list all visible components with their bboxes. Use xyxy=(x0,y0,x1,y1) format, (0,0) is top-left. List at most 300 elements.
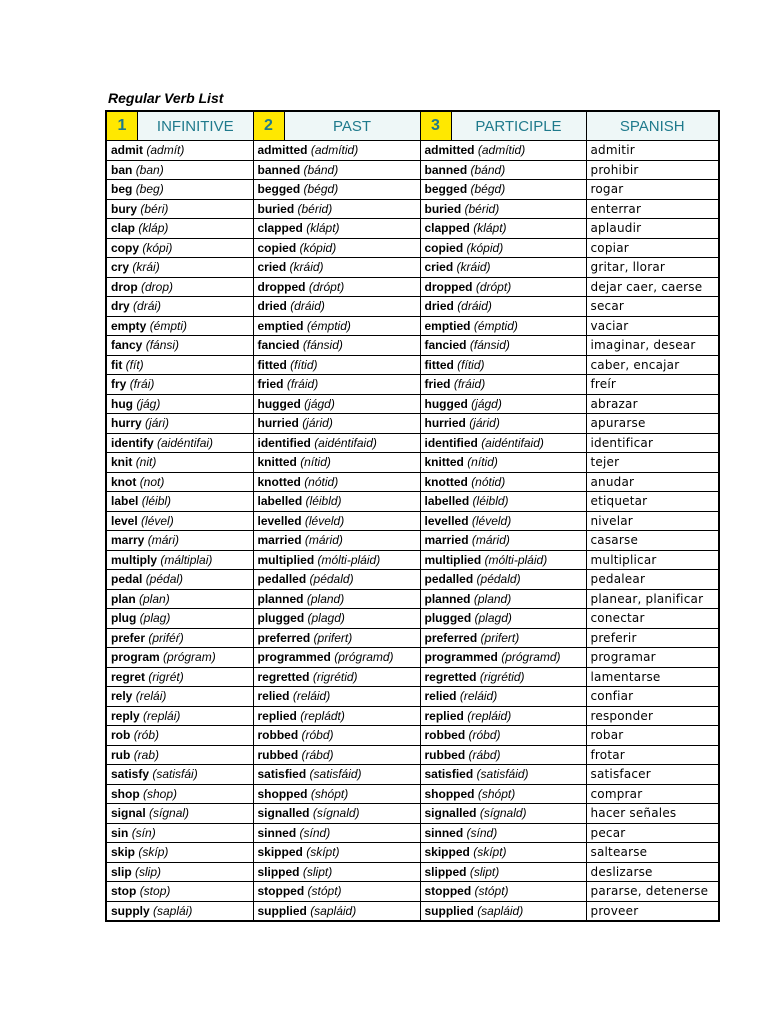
pronunciation: (krái) xyxy=(132,260,160,275)
table-row xyxy=(106,375,719,395)
pronunciation: (sígnald) xyxy=(312,806,360,821)
verb-word: copy xyxy=(111,240,140,255)
pronunciation: (fítid) xyxy=(457,357,485,372)
participle-cell xyxy=(420,492,586,512)
verb-word: married xyxy=(424,533,469,548)
pronunciation: (dráid) xyxy=(457,299,492,314)
verb-word: banned xyxy=(424,162,468,177)
infinitive-cell xyxy=(106,765,253,785)
verb-word: fitted xyxy=(257,357,287,372)
spanish-cell: anudar xyxy=(586,472,719,492)
verb-word: shopped xyxy=(257,786,308,801)
pronunciation: (admít) xyxy=(146,143,185,158)
pronunciation: (émptid) xyxy=(473,318,518,333)
table-row xyxy=(106,882,719,902)
participle-cell xyxy=(420,589,586,609)
pronunciation: (nit) xyxy=(135,455,157,470)
infinitive-cell xyxy=(106,531,253,551)
pronunciation: (kópid) xyxy=(466,240,504,255)
verb-word: fried xyxy=(424,377,451,392)
verb-word: pedal xyxy=(111,572,143,587)
participle-cell xyxy=(420,355,586,375)
participle-cell xyxy=(420,804,586,824)
participle-cell xyxy=(420,765,586,785)
pronunciation: (sígnal) xyxy=(149,806,190,821)
verb-word: drop xyxy=(111,279,138,294)
spanish-cell: comprar xyxy=(586,784,719,804)
table-row xyxy=(106,531,719,551)
pronunciation: (drái) xyxy=(133,299,162,314)
infinitive-cell xyxy=(106,453,253,473)
table-row xyxy=(106,570,719,590)
table-row xyxy=(106,687,719,707)
verb-word: rubbed xyxy=(257,747,299,762)
verb-word: regretted xyxy=(257,669,310,684)
participle-cell xyxy=(420,901,586,921)
verb-word: preferred xyxy=(424,630,478,645)
participle-cell xyxy=(420,882,586,902)
verb-word: shopped xyxy=(424,786,475,801)
past-cell xyxy=(253,823,420,843)
infinitive-cell xyxy=(106,648,253,668)
verb-word: admit xyxy=(111,143,144,158)
header-infinitive xyxy=(106,111,253,141)
pronunciation: (shop) xyxy=(143,786,178,801)
pronunciation: (nótid) xyxy=(304,474,339,489)
pronunciation: (bánd) xyxy=(303,162,339,177)
verb-word: dry xyxy=(111,299,130,314)
infinitive-cell xyxy=(106,414,253,434)
column-label-participle: PARTICIPLE xyxy=(475,117,562,135)
past-cell xyxy=(253,550,420,570)
verb-word: bury xyxy=(111,201,138,216)
table-row xyxy=(106,706,719,726)
table-row xyxy=(106,355,719,375)
pronunciation: (máltiplai) xyxy=(160,552,213,567)
column-number-3: 3 xyxy=(421,112,452,140)
past-cell xyxy=(253,765,420,785)
verb-word: supplied xyxy=(257,903,307,918)
pronunciation: (replái) xyxy=(143,708,181,723)
pronunciation: (rigrétid) xyxy=(479,669,525,684)
participle-cell xyxy=(420,180,586,200)
participle-cell xyxy=(420,745,586,765)
table-row xyxy=(106,550,719,570)
verb-word: supplied xyxy=(424,903,474,918)
participle-cell xyxy=(420,706,586,726)
column-number-1: 1 xyxy=(107,112,138,140)
header-spanish xyxy=(586,111,719,141)
participle-cell xyxy=(420,414,586,434)
table-row xyxy=(106,453,719,473)
verb-word: hurried xyxy=(257,416,299,431)
participle-cell xyxy=(420,297,586,317)
table-row xyxy=(106,901,719,921)
spanish-cell: identificar xyxy=(586,433,719,453)
pronunciation: (róbd) xyxy=(301,728,334,743)
spanish-cell: planear, planificar xyxy=(586,589,719,609)
verb-word: beg xyxy=(111,182,133,197)
pronunciation: (mólti-pláid) xyxy=(484,552,548,567)
verb-word: replied xyxy=(424,708,464,723)
spanish-cell: pararse, detenerse xyxy=(586,882,719,902)
verb-word: fry xyxy=(111,377,127,392)
verb-word: slip xyxy=(111,864,132,879)
participle-cell xyxy=(420,277,586,297)
verb-word: cried xyxy=(424,260,454,275)
verb-word: signalled xyxy=(257,806,310,821)
verb-word: rubbed xyxy=(424,747,466,762)
verb-word: pedalled xyxy=(424,572,474,587)
pronunciation: (prifert) xyxy=(313,630,353,645)
verb-word: fancied xyxy=(257,338,300,353)
pronunciation: (fánsid) xyxy=(302,338,343,353)
pronunciation: (jári) xyxy=(145,416,170,431)
pronunciation: (pédald) xyxy=(476,572,521,587)
infinitive-cell xyxy=(106,141,253,161)
past-cell xyxy=(253,297,420,317)
spanish-cell: hacer señales xyxy=(586,804,719,824)
past-cell xyxy=(253,375,420,395)
past-cell xyxy=(253,862,420,882)
infinitive-cell xyxy=(106,375,253,395)
column-label-past: PAST xyxy=(332,117,372,135)
table-row xyxy=(106,238,719,258)
verb-word: shop xyxy=(111,786,140,801)
pronunciation: (stópt) xyxy=(474,884,509,899)
pronunciation: (léibld) xyxy=(305,494,342,509)
pronunciation: (fráid) xyxy=(453,377,486,392)
header-row xyxy=(106,111,719,141)
infinitive-cell xyxy=(106,258,253,278)
pronunciation: (reláid) xyxy=(292,689,331,704)
pronunciation: (léveld) xyxy=(304,513,345,528)
past-cell xyxy=(253,492,420,512)
infinitive-cell xyxy=(106,316,253,336)
verb-word: robbed xyxy=(424,728,466,743)
pronunciation: (dráid) xyxy=(290,299,325,314)
pronunciation: (sígnald) xyxy=(479,806,527,821)
past-cell xyxy=(253,472,420,492)
infinitive-cell xyxy=(106,394,253,414)
table-row xyxy=(106,589,719,609)
verb-word: knit xyxy=(111,455,133,470)
infinitive-cell xyxy=(106,784,253,804)
past-cell xyxy=(253,609,420,629)
pronunciation: (slipt) xyxy=(469,864,500,879)
pronunciation: (slipt) xyxy=(302,864,333,879)
pronunciation: (aidéntifaid) xyxy=(481,435,544,450)
verb-word: knotted xyxy=(424,474,468,489)
pronunciation: (satisfáid) xyxy=(476,767,529,782)
pronunciation: (rigrétid) xyxy=(312,669,358,684)
pronunciation: (nítid) xyxy=(467,455,498,470)
pronunciation: (repládt) xyxy=(300,708,345,723)
participle-cell xyxy=(420,160,586,180)
verb-word: robbed xyxy=(257,728,299,743)
pronunciation: (admítid) xyxy=(310,143,359,158)
verb-word: regret xyxy=(111,669,146,684)
pronunciation: (pland) xyxy=(473,591,512,606)
spanish-cell: aplaudir xyxy=(586,219,719,239)
pronunciation: (émptid) xyxy=(306,318,351,333)
table-row xyxy=(106,433,719,453)
pronunciation: (drop) xyxy=(141,279,174,294)
verb-word: plugged xyxy=(257,611,305,626)
spanish-cell: satisfacer xyxy=(586,765,719,785)
infinitive-cell xyxy=(106,706,253,726)
verb-word: fried xyxy=(257,377,284,392)
table-row xyxy=(106,609,719,629)
table-row xyxy=(106,316,719,336)
participle-cell xyxy=(420,472,586,492)
verb-word: dried xyxy=(424,299,454,314)
spanish-cell: preferir xyxy=(586,628,719,648)
participle-cell xyxy=(420,784,586,804)
participle-cell xyxy=(420,394,586,414)
verb-word: level xyxy=(111,513,138,528)
verb-word: reply xyxy=(111,708,140,723)
verb-word: begged xyxy=(424,182,468,197)
pronunciation: (priféŕ) xyxy=(148,630,184,645)
verb-word: fancied xyxy=(424,338,467,353)
infinitive-cell xyxy=(106,589,253,609)
participle-cell xyxy=(420,648,586,668)
verb-word: knotted xyxy=(257,474,301,489)
infinitive-cell xyxy=(106,277,253,297)
spanish-cell: deslizarse xyxy=(586,862,719,882)
verb-word: stopped xyxy=(424,884,472,899)
pronunciation: (rábd) xyxy=(468,747,501,762)
pronunciation: (kráid) xyxy=(289,260,324,275)
pronunciation: (léveld) xyxy=(471,513,512,528)
table-row xyxy=(106,843,719,863)
infinitive-cell xyxy=(106,823,253,843)
verb-word: programmed xyxy=(257,650,331,665)
pronunciation: (pédald) xyxy=(309,572,354,587)
infinitive-cell xyxy=(106,355,253,375)
pronunciation: (sínd) xyxy=(466,825,498,840)
past-cell xyxy=(253,531,420,551)
pronunciation: (rigrét) xyxy=(148,669,184,684)
spanish-cell: abrazar xyxy=(586,394,719,414)
pronunciation: (léibl) xyxy=(141,494,172,509)
infinitive-cell xyxy=(106,472,253,492)
verb-table xyxy=(105,110,720,922)
pronunciation: (stópt) xyxy=(307,884,342,899)
pronunciation: (skípt) xyxy=(473,845,507,860)
spanish-cell: nivelar xyxy=(586,511,719,531)
past-cell xyxy=(253,277,420,297)
infinitive-cell xyxy=(106,433,253,453)
pronunciation: (járid) xyxy=(302,416,333,431)
header-participle xyxy=(420,111,586,141)
verb-word: planned xyxy=(424,591,471,606)
spanish-cell: copiar xyxy=(586,238,719,258)
verb-word: emptied xyxy=(424,318,471,333)
spanish-cell: apurarse xyxy=(586,414,719,434)
verb-word: stopped xyxy=(257,884,305,899)
verb-word: relied xyxy=(257,689,290,704)
verb-word: supply xyxy=(111,903,150,918)
spanish-cell: conectar xyxy=(586,609,719,629)
pronunciation: (jágd) xyxy=(304,396,335,411)
verb-word: sinned xyxy=(424,825,464,840)
pronunciation: (drópt) xyxy=(475,279,512,294)
infinitive-cell xyxy=(106,160,253,180)
spanish-cell: secar xyxy=(586,297,719,317)
verb-word: slipped xyxy=(257,864,300,879)
pronunciation: (bégd) xyxy=(303,182,339,197)
infinitive-cell xyxy=(106,238,253,258)
spanish-cell: dejar caer, caerse xyxy=(586,277,719,297)
pronunciation: (not) xyxy=(139,474,165,489)
infinitive-cell xyxy=(106,667,253,687)
pronunciation: (ban) xyxy=(135,162,164,177)
past-cell xyxy=(253,394,420,414)
past-cell xyxy=(253,882,420,902)
past-cell xyxy=(253,648,420,668)
verb-word: satisfied xyxy=(257,767,307,782)
verb-word: identified xyxy=(257,435,311,450)
verb-word: levelled xyxy=(424,513,469,528)
verb-word: dropped xyxy=(257,279,306,294)
verb-word: pedalled xyxy=(257,572,307,587)
infinitive-cell xyxy=(106,219,253,239)
pronunciation: (pédal) xyxy=(145,572,184,587)
pronunciation: (aidéntifaid) xyxy=(314,435,377,450)
pronunciation: (kópid) xyxy=(299,240,337,255)
verb-word: skip xyxy=(111,845,136,860)
pronunciation: (rab) xyxy=(133,747,160,762)
table-row xyxy=(106,667,719,687)
verb-word: begged xyxy=(257,182,301,197)
pronunciation: (rób) xyxy=(133,728,160,743)
pronunciation: (skíp) xyxy=(138,845,169,860)
pronunciation: (slip) xyxy=(135,864,162,879)
table-row xyxy=(106,745,719,765)
pronunciation: (fráid) xyxy=(286,377,319,392)
table-row xyxy=(106,823,719,843)
verb-word: emptied xyxy=(257,318,304,333)
infinitive-cell xyxy=(106,804,253,824)
past-cell xyxy=(253,843,420,863)
participle-cell xyxy=(420,726,586,746)
pronunciation: (rábd) xyxy=(301,747,334,762)
past-cell xyxy=(253,160,420,180)
table-row xyxy=(106,648,719,668)
participle-cell xyxy=(420,199,586,219)
infinitive-cell xyxy=(106,180,253,200)
past-cell xyxy=(253,453,420,473)
spanish-cell: pedalear xyxy=(586,570,719,590)
verb-word: programmed xyxy=(424,650,498,665)
past-cell xyxy=(253,433,420,453)
verb-word: admitted xyxy=(257,143,308,158)
infinitive-cell xyxy=(106,745,253,765)
pronunciation: (bérid) xyxy=(297,201,333,216)
verb-word: multiply xyxy=(111,552,158,567)
pronunciation: (prógram) xyxy=(163,650,216,665)
past-cell xyxy=(253,667,420,687)
verb-word: plugged xyxy=(424,611,472,626)
table-row xyxy=(106,414,719,434)
infinitive-cell xyxy=(106,901,253,921)
past-cell xyxy=(253,726,420,746)
verb-word: program xyxy=(111,650,160,665)
verb-word: replied xyxy=(257,708,297,723)
table-row xyxy=(106,628,719,648)
spanish-cell: enterrar xyxy=(586,199,719,219)
pronunciation: (márid) xyxy=(471,533,510,548)
verb-word: satisfied xyxy=(424,767,474,782)
verb-word: slipped xyxy=(424,864,467,879)
pronunciation: (béri) xyxy=(140,201,169,216)
infinitive-cell xyxy=(106,199,253,219)
table-row xyxy=(106,297,719,317)
past-cell xyxy=(253,219,420,239)
column-number-2: 2 xyxy=(254,112,285,140)
verb-word: married xyxy=(257,533,302,548)
spanish-cell: frotar xyxy=(586,745,719,765)
infinitive-cell xyxy=(106,609,253,629)
pronunciation: (plagd) xyxy=(474,611,512,626)
infinitive-cell xyxy=(106,550,253,570)
pronunciation: (aidéntifai) xyxy=(157,435,214,450)
verb-word: hurried xyxy=(424,416,466,431)
participle-cell xyxy=(420,258,586,278)
verb-word: rob xyxy=(111,728,131,743)
verb-word: buried xyxy=(424,201,462,216)
table-row xyxy=(106,784,719,804)
pronunciation: (kópi) xyxy=(142,240,173,255)
spanish-cell: caber, encajar xyxy=(586,355,719,375)
table-row xyxy=(106,726,719,746)
verb-word: rely xyxy=(111,689,133,704)
pronunciation: (fítid) xyxy=(290,357,318,372)
verb-word: dropped xyxy=(424,279,473,294)
verb-word: hugged xyxy=(424,396,468,411)
pronunciation: (sínd) xyxy=(299,825,331,840)
verb-word: cry xyxy=(111,260,130,275)
pronunciation: (shópt) xyxy=(477,786,516,801)
spanish-cell: lamentarse xyxy=(586,667,719,687)
verb-word: ban xyxy=(111,162,133,177)
verb-word: marry xyxy=(111,533,145,548)
spanish-cell: admitir xyxy=(586,141,719,161)
participle-cell xyxy=(420,238,586,258)
past-cell xyxy=(253,628,420,648)
past-cell xyxy=(253,336,420,356)
past-cell xyxy=(253,511,420,531)
verb-word: sinned xyxy=(257,825,297,840)
verb-word: skipped xyxy=(424,845,470,860)
infinitive-cell xyxy=(106,492,253,512)
spanish-cell: tejer xyxy=(586,453,719,473)
pronunciation: (jágd) xyxy=(471,396,502,411)
pronunciation: (fít) xyxy=(125,357,144,372)
pronunciation: (shópt) xyxy=(310,786,349,801)
pronunciation: (reláid) xyxy=(459,689,498,704)
table-row xyxy=(106,199,719,219)
verb-word: rub xyxy=(111,747,131,762)
pronunciation: (kláp) xyxy=(138,221,169,236)
pronunciation: (beg) xyxy=(135,182,164,197)
spanish-cell: imaginar, desear xyxy=(586,336,719,356)
verb-word: fancy xyxy=(111,338,143,353)
pronunciation: (prifert) xyxy=(480,630,520,645)
pronunciation: (lével) xyxy=(141,513,174,528)
